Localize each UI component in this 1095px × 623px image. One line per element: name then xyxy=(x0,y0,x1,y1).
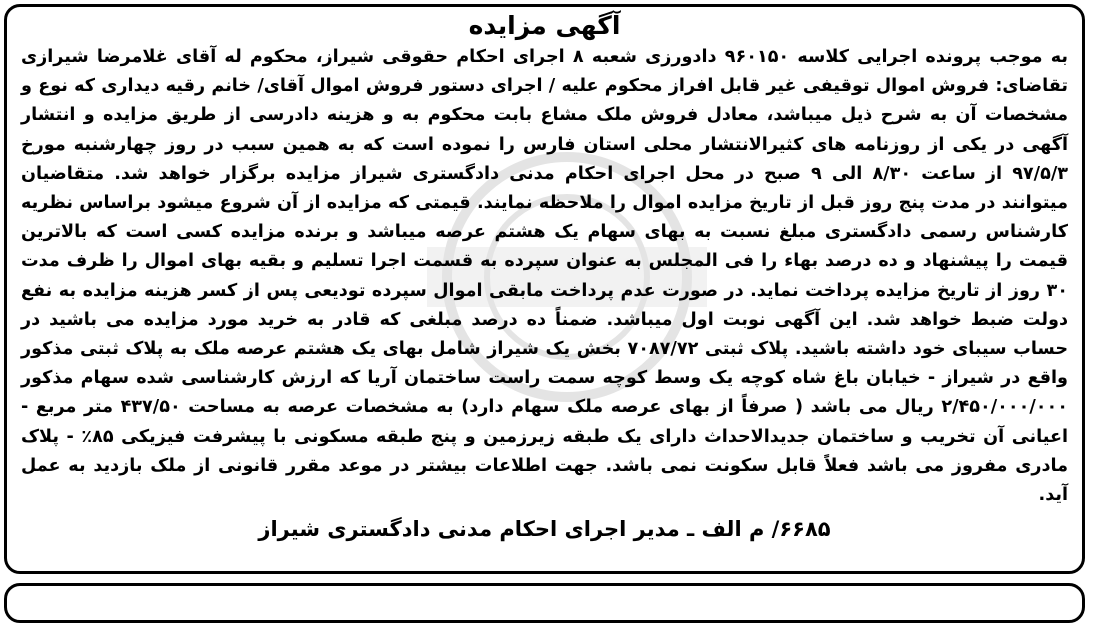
notice-signature: ۶۶۸۵/ م الف ـ مدیر اجرای احکام مدنی دادگستری شیراز xyxy=(258,517,831,542)
notice-title: آگهی مزایده xyxy=(468,11,621,40)
next-notice-box-edge xyxy=(4,583,1085,623)
auction-notice-box xyxy=(4,4,1085,574)
notice-body: به موجب پرونده اجرایی کلاسه ۹۶۰۱۵۰ دادورزی شعبه ۸ اجرای احکام حقوقی شیراز، محکوم له آقای غلامرضا شیرازی تقاضای: فروش اموال توقیفی غیر قابل افراز محکوم علیه / اجرای دستور فروش اموال آقای/ خانم رقیه دیداری که نوع و مشخصات آن به شرح ذیل میباشد، معادل فروش ملک مشاع بابت محکوم به و هزینه دادرسی از طریق مزایده و انتشار آگهی در یکی از روزنامه های کثیرالانتشار محلی استان فارس را نموده است که به همین سبب در روز چهارشنبه مورخ ۹۷/۵/۳ از ساعت ۸/۳۰ الی ۹ صبح در محل اجرای احکام مدنی دادگستری شیراز مزایده برگزار خواهد شد. متقاضیان میتوانند در مدت پنج روز قبل از تاریخ مزایده اموال را ملاحظه نمایند. قیمتی که مزایده از آن شروع میشود براساس نظریه کارشناس رسمی دادگستری مبلغ نسبت به بهای سهام یک هشتم عرصه میباشد و برنده مزایده کسی است که بالاترین قیمت را پیشنهاد و ده درصد بهاء را فی المجلس به عنوان سپرده به قسمت اجرا تسلیم و بقیه بهای اموال را ظرف مدت ۳۰ روز از تاریخ مزایده پرداخت نماید. در صورت عدم پرداخت مابقی اموال سپرده تودیعی پس از کسر هزینه مزایده به نفع دولت ضبط خواهد شد. این آگهی نوبت اول میباشد. ضمناً ده درصد مبلغی که قادر به خرید مورد مزایده می باشید در حساب سیبای خود داشته باشید. پلاک ثبتی ۷۰۸۷/۷۲ بخش یک شیراز شامل بهای یک هشتم عرصه ملک به پلاک ثبتی مذکور واقع در شیراز - خیابان باغ شاه کوچه یک وسط کوچه سمت راست ساختمان آریا که ارزش کارشناسی شده سهام مذکور ۲/۴۵۰/۰۰۰/۰۰۰ ریال می باشد ( صرفاً از بهای عرصه ملک سهام دارد) به مشخصات عرصه به مساحت ۴۳۷/۵۰ متر مربع - اعیانی آن تخریب و ساختمان جدیدالاحداث دارای یک طبقه زیرزمین و پنج طبقه مسکونی با پیشرفت فیزیکی ۸۵٪ - پلاک مادری مفروز می باشد فعلاً قابل سکونت نمی باشد. جهت اطلاعات بیشتر در موعد مقرر قانونی از ملک بازدید به عمل آید. xyxy=(21,47,1069,506)
